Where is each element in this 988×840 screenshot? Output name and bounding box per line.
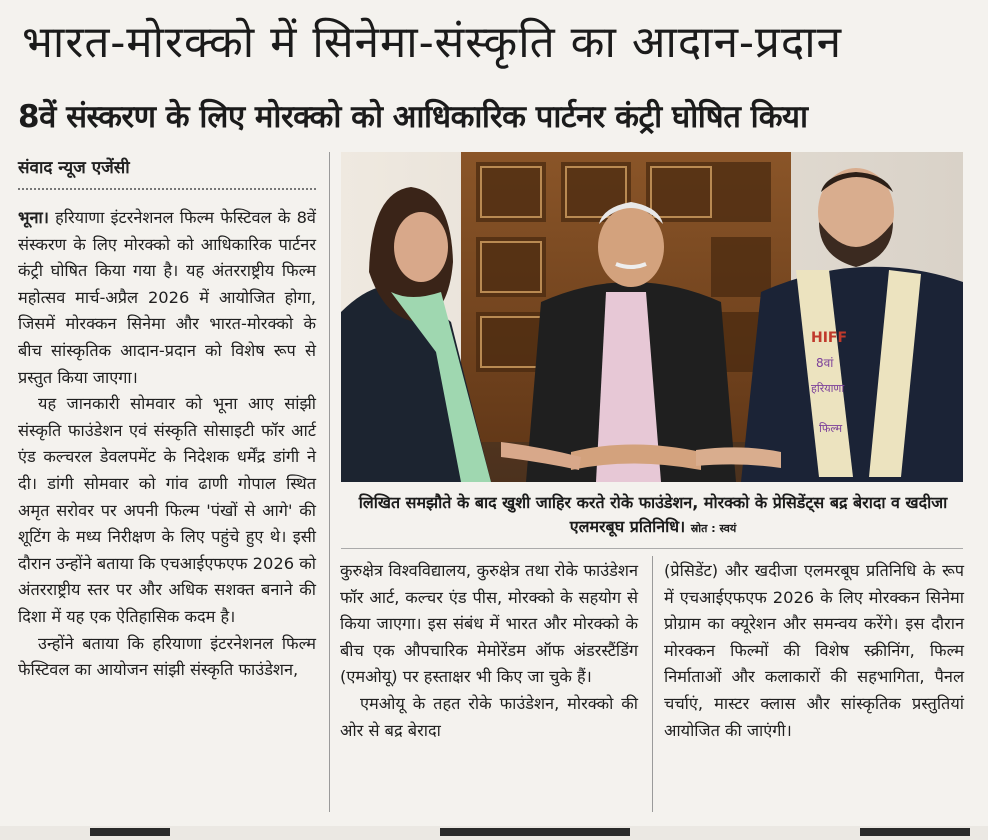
column-divider-2	[652, 556, 653, 812]
scarf-text-3: हरियाणा	[811, 382, 845, 395]
byline: संवाद न्यूज एजेंसी	[18, 158, 130, 178]
paragraph-5: एमओयू के तहत रोके फाउंडेशन, मोरक्को की ओर से बद्र बेरादा	[340, 693, 638, 740]
next-article-headline-fragment-2	[440, 828, 630, 836]
next-article-headline-fragment-3	[860, 828, 970, 836]
headline: भारत-मोरक्को में सिनेमा-संस्कृति का आदान-प्रदान	[22, 17, 843, 68]
scarf-text-2: 8वां	[816, 356, 834, 370]
paragraph-2: यह जानकारी सोमवार को भूना आए सांझी संस्कृति फाउंडेशन एवं संस्कृति सोसाइटी फॉर आर्ट एंड कल्चरल डेवलपमेंट के निदेशक धर्मेंद्र डांगी ने दी। डांगी सोमवार को गांव ढाणी गोपाल स्थित अमृत सरोवर पर अपनी फिल्म 'पंखों से आगे' की शूटिंग के मध्य निरीक्षण के लिए पहुंचे हुए थे। इसी दौरान उन्होंने बताया कि एचआईएफएफ 2026 को अंतरराष्ट्रीय स्तर पर और अधिक सशक्त बनाने की दिशा में यह एक ऐतिहासिक कदम है।	[18, 394, 316, 626]
paragraph-1	[18, 205, 316, 391]
caption-text: लिखित समझौते के बाद खुशी जाहिर करते रोके फाउंडेशन, मोरक्को के प्रेसिडेंट्स बद्र बेरादा व खदीजा एलमरबूघ प्रतिनिधि।	[358, 493, 948, 536]
caption-source: स्रोत : स्वयं	[690, 522, 737, 535]
scarf-text-1: HIFF	[811, 330, 848, 346]
article-column-1	[18, 205, 316, 684]
photo-caption	[345, 491, 961, 541]
dateline: भूना।	[18, 208, 49, 227]
paragraph-4: कुरुक्षेत्र विश्वविद्यालय, कुरुक्षेत्र तथा रोके फाउंडेशन फॉर आर्ट, कल्चर एंड पीस, मोरक्को के सहयोग से किया जाएगा। इस संबंध में भारत और मोरक्को के बीच एक औपचारिक मेमोरेंडम ऑफ अंडरस्टैंडिंग (एमओयू) पर हस्ताक्षर भी किए जा चुके हैं।	[340, 561, 638, 687]
paragraph-3: उन्होंने बताया कि हरियाणा इंटरनेशनल फिल्म फेस्टिवल का आयोजन सांझी संस्कृति फाउंडेशन,	[18, 633, 316, 680]
byline-divider	[18, 188, 316, 190]
paragraph-6: (प्रेसिडेंट) और खदीजा एलमरबूघ प्रतिनिधि के रूप में एचआईएफएफ 2026 के लिए मोरक्कन सिनेमा प्रोग्राम का क्यूरेशन और समन्वय करेंगे। इस दौरान मोरक्कन फिल्मों की विशेष स्क्रीनिंग, फिल्म निर्माताओं और कलाकारों की सहभागिता, पैनल चर्चाएं, मास्टर क्लास और सांस्कृतिक प्रस्तुतियां आयोजित की जाएंगी।	[664, 561, 964, 740]
photo-illustration	[341, 152, 963, 482]
article-column-3	[664, 558, 964, 744]
next-article-headline-fragment-1	[90, 828, 170, 836]
paragraph-1-text: हरियाणा इंटरनेशनल फिल्म फेस्टिवल के 8वें संस्करण के लिए मोरक्को को आधिकारिक पार्टनर कंट्री घोषित किया गया है। यह अंतरराष्ट्रीय फिल्म महोत्सव मार्च-अप्रैल 2026 में आयोजित होगा, जिसमें मोरक्कन सिनेमा और भारत-मोरक्को के बीच सांस्कृतिक आदान-प्रदान को विशेष रूप से प्रस्तुत किया जाएगा।	[18, 208, 316, 387]
caption-divider	[341, 548, 963, 549]
article-column-2	[340, 558, 638, 744]
news-photo	[341, 152, 963, 482]
scarf-text-4: फिल्म	[819, 422, 843, 435]
subheadline: 8वें संस्करण के लिए मोरक्को को आधिकारिक पार्टनर कंट्री घोषित किया	[18, 99, 808, 135]
column-divider-1	[329, 152, 330, 812]
